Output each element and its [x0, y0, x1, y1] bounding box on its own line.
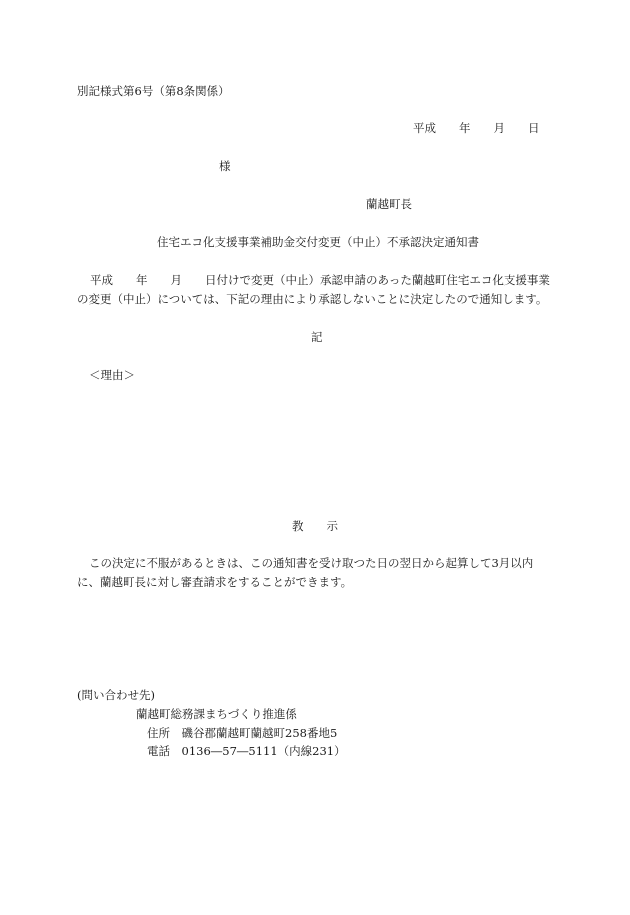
form-number: 別記様式第6号（第8条関係）	[77, 84, 230, 98]
contact-address: 住所 磯谷郡蘭越町蘭越町258番地5	[147, 726, 338, 740]
body-text-line-1: 平成 年 月 日付けで変更（中止）承認申請のあった蘭越町住宅エコ化支援事業	[90, 273, 550, 287]
document-title: 住宅エコ化支援事業補助金交付変更（中止）不承認決定通知書	[157, 235, 479, 249]
date-line: 平成 年 月 日	[413, 121, 540, 135]
contact-phone: 電話 0136―57―5111（内線231）	[147, 744, 346, 758]
sender-name: 蘭越町長	[366, 197, 412, 211]
instruction-heading: 教 示	[292, 519, 338, 533]
addressee-honorific: 様	[219, 159, 231, 173]
reason-label: ＜理由＞	[89, 368, 135, 382]
instruction-text-line-2: に、蘭越町長に対し審査請求をすることができます。	[77, 575, 353, 589]
instruction-text-line-1: この決定に不服があるときは、この通知書を受け取つた日の翌日から起算して3月以内	[89, 556, 534, 570]
ki-heading: 記	[311, 330, 323, 344]
contact-department: 蘭越町総務課まちづくり推進係	[136, 707, 297, 721]
contact-heading: (問い合わせ先)	[77, 688, 155, 702]
body-text-line-2: の変更（中止）については、下記の理由により承認しないことに決定したので通知します。	[77, 292, 548, 306]
